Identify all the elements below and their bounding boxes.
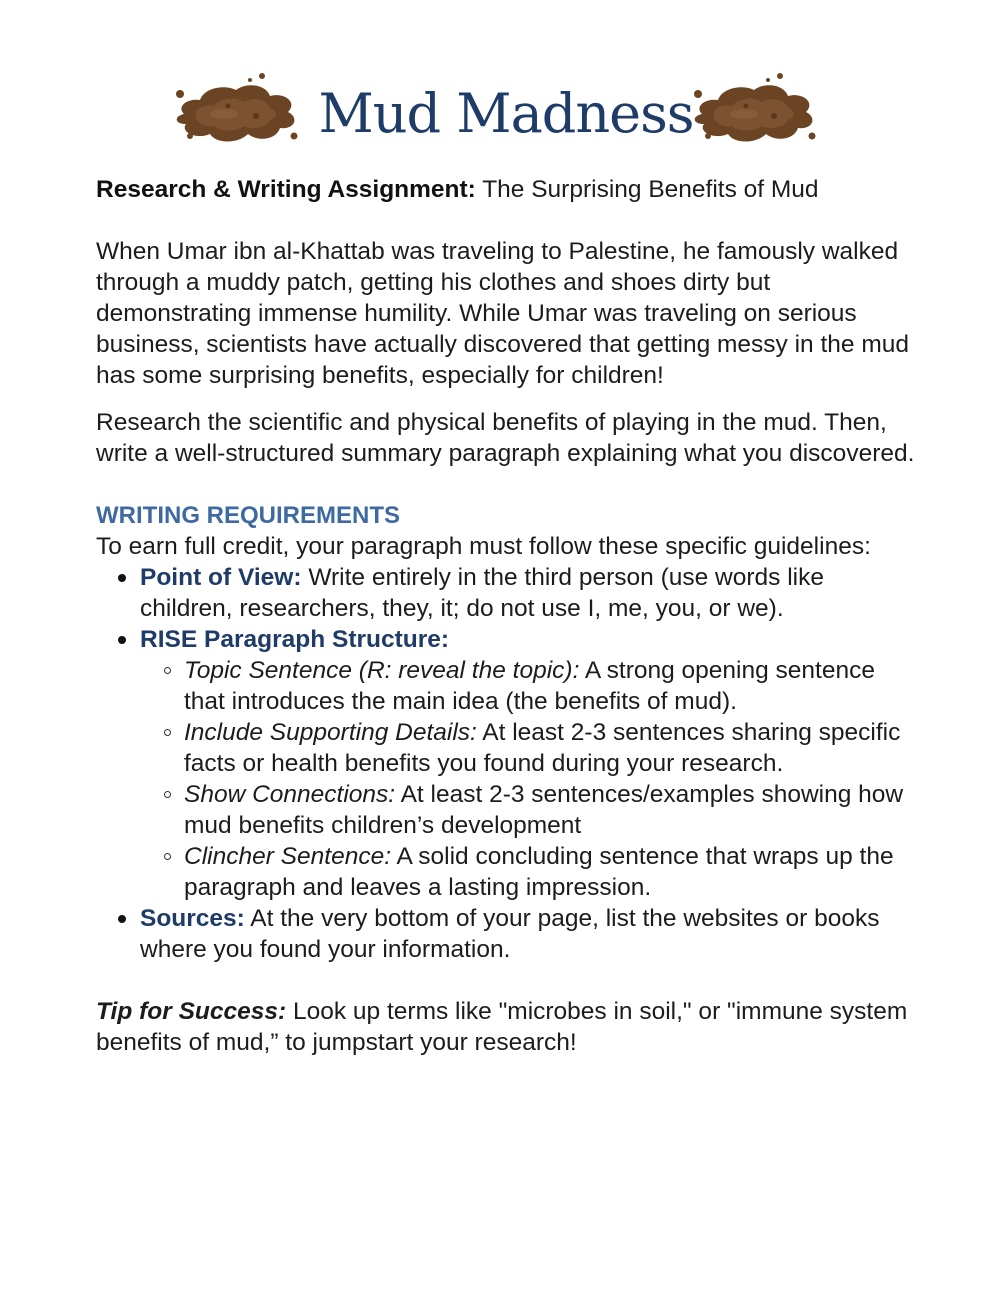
- sub-item-text: A solid concluding sentence that wraps up the paragraph and leaves a lasting impression.: [184, 843, 894, 901]
- tip-label: Tip for Success:: [96, 998, 287, 1025]
- document-page: [96, 70, 916, 1058]
- sub-item-label: Topic Sentence (R: reveal the topic):: [184, 657, 580, 684]
- sub-list-item: [184, 841, 916, 903]
- sub-list-item: [184, 779, 916, 841]
- assignment-line: [96, 174, 916, 205]
- list-item-text: At the very bottom of your page, list the websites or books where you found your information.: [140, 905, 880, 963]
- list-item-label: RISE Paragraph Structure:: [140, 626, 450, 653]
- list-item: [140, 624, 916, 903]
- sub-item-text: At least 2-3 sentences/examples showing how mud benefits children’s development: [184, 781, 904, 839]
- sub-list-item: [184, 655, 916, 717]
- sub-item-label: Clincher Sentence:: [184, 843, 392, 870]
- list-item: [140, 903, 916, 965]
- assignment-label: Research & Writing Assignment:: [96, 176, 476, 203]
- mud-puddle-icon: [684, 70, 824, 150]
- list-item-label: Sources:: [140, 905, 245, 932]
- requirements-intro: To earn full credit, your paragraph must follow these specific guidelines:: [96, 533, 871, 560]
- sub-item-text: A strong opening sentence that introduces the main idea (the benefits of mud).: [184, 657, 875, 715]
- list-item-label: Point of View:: [140, 564, 302, 591]
- list-item: [140, 562, 916, 624]
- rise-sublist: [140, 655, 916, 903]
- sub-item-label: Include Supporting Details:: [184, 719, 477, 746]
- list-item-text: Write entirely in the third person (use words like children, researchers, they, it; do not use I, me, you, or we).: [140, 564, 824, 622]
- instructions-paragraph: Research the scientific and physical benefits of playing in the mud. Then, write a well-structured summary paragraph explaining what you discovered.: [96, 409, 915, 467]
- page-title: Mud Madness: [318, 82, 694, 145]
- intro-paragraph: When Umar ibn al-Khattab was traveling to Palestine, he famously walked through a muddy patch, getting his clothes and shoes dirty but demonstrating immense humility. While Umar was traveling on serious business, scientists have actually discovered that getting messy in the mud has some surprising benefits, especially for children!: [96, 238, 909, 389]
- assignment-value: The Surprising Benefits of Mud: [475, 176, 819, 203]
- tip-text: Look up terms like "microbes in soil," or "immune system benefits of mud,” to jumpstart your research!: [96, 998, 908, 1056]
- requirements-list: [96, 562, 916, 965]
- sub-item-text: At least 2-3 sentences sharing specific facts or health benefits you found during your research.: [184, 719, 901, 777]
- header: [96, 70, 916, 174]
- sub-list-item: [184, 717, 916, 779]
- sub-item-label: Show Connections:: [184, 781, 396, 808]
- tip-paragraph: [96, 996, 916, 1058]
- section-heading: WRITING REQUIREMENTS: [96, 502, 400, 529]
